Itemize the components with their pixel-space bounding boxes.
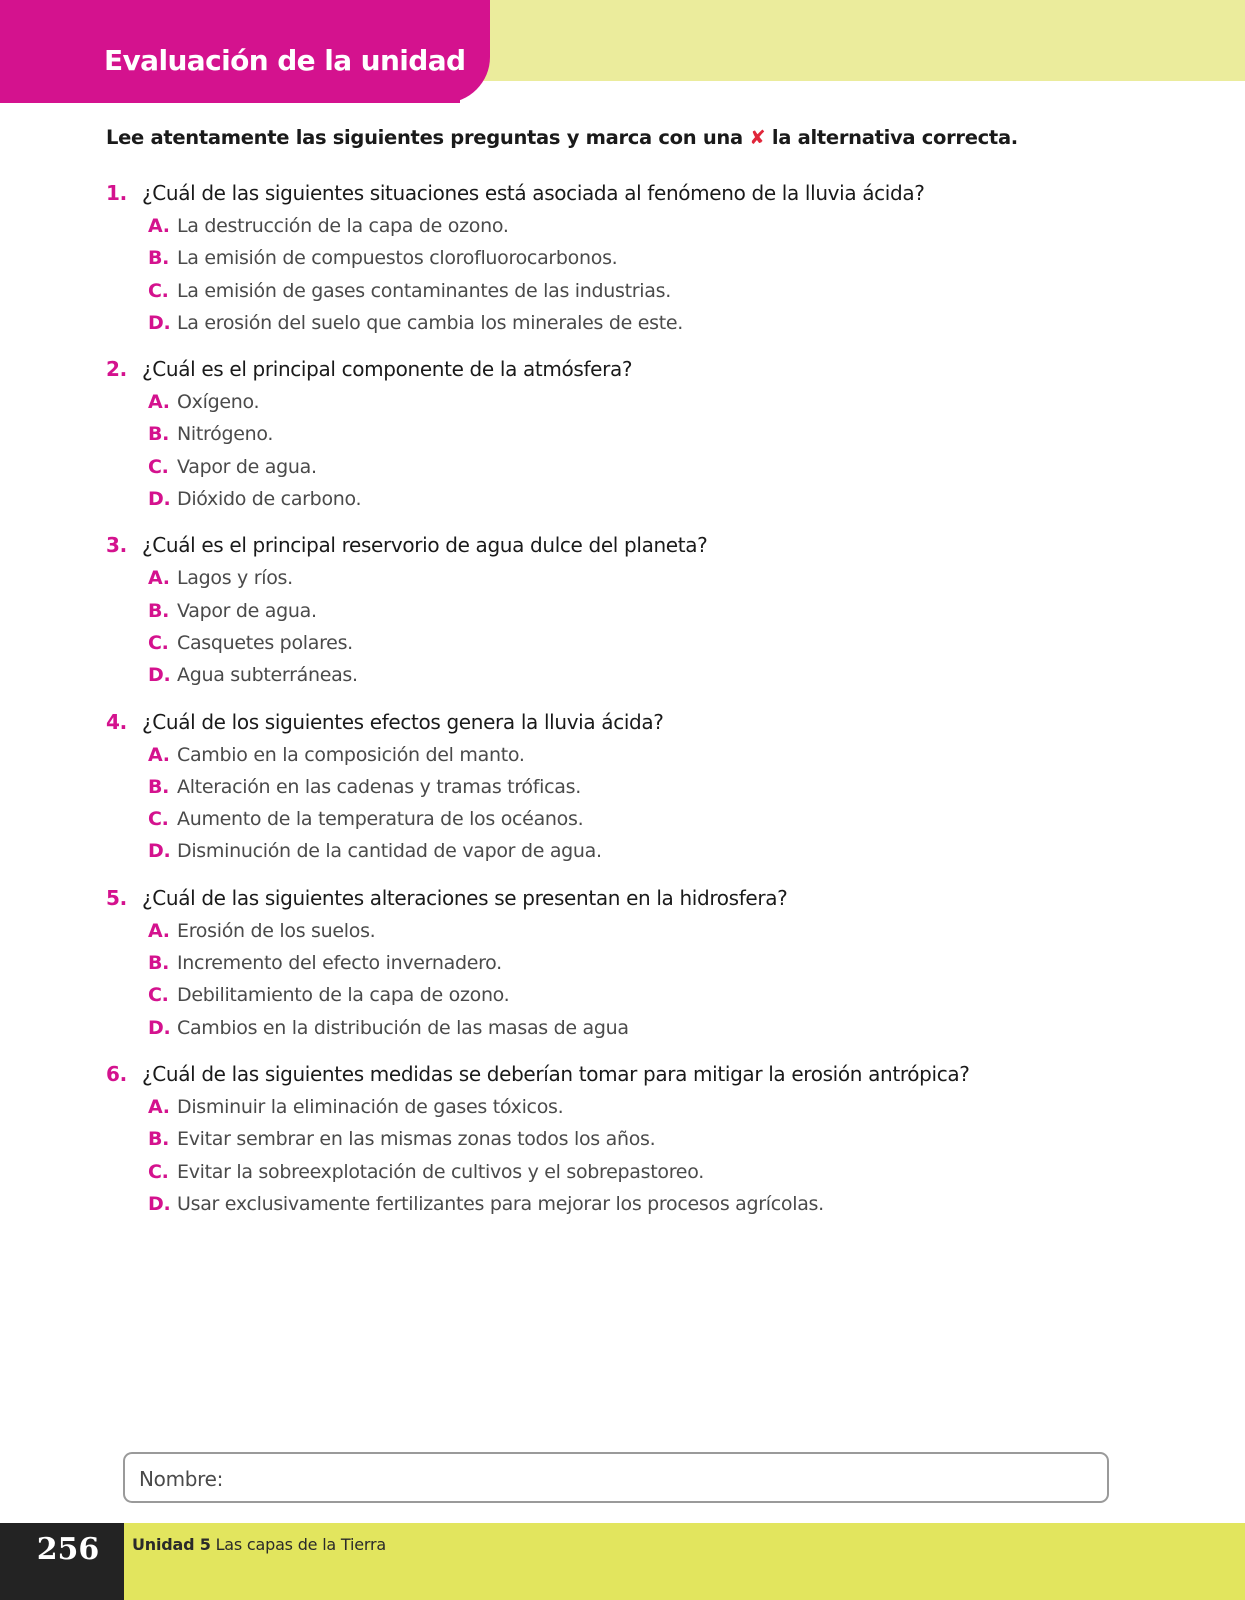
option-letter: C. — [148, 279, 169, 302]
option-letter: C. — [148, 1160, 169, 1183]
option-a[interactable] — [148, 210, 1206, 242]
option-text: Evitar sembrar en las mismas zonas todos los años. — [177, 1128, 656, 1151]
option-letter: B. — [148, 952, 170, 975]
option-d[interactable] — [148, 659, 1206, 691]
option-text: Nitrógeno. — [177, 423, 274, 446]
question-list — [106, 176, 1206, 1233]
option-letter: D. — [148, 1016, 171, 1039]
footer-unit — [132, 1535, 386, 1554]
option-c[interactable] — [148, 979, 1206, 1011]
question-1 — [106, 176, 1206, 339]
footer-unit-label: Unidad 5 — [132, 1535, 211, 1554]
option-letter: D. — [148, 311, 171, 334]
option-text: Aumento de la temperatura de los océanos. — [177, 808, 584, 831]
option-text: Debilitamiento de la capa de ozono. — [177, 984, 510, 1007]
option-letter: D. — [148, 1192, 171, 1215]
option-b[interactable] — [148, 418, 1206, 450]
page-number: 256 — [36, 1532, 100, 1567]
name-field-label: Nombre: — [139, 1467, 224, 1491]
option-letter: D. — [148, 664, 171, 687]
option-text: La emisión de compuestos clorofluorocarbonos. — [177, 247, 618, 270]
option-text: Casquetes polares. — [177, 631, 353, 654]
option-b[interactable] — [148, 595, 1206, 627]
option-a[interactable] — [148, 386, 1206, 418]
option-letter: C. — [148, 455, 169, 478]
option-letter: C. — [148, 984, 169, 1007]
option-letter: B. — [148, 775, 170, 798]
option-text: Agua subterráneas. — [177, 664, 358, 687]
option-letter: B. — [148, 423, 170, 446]
instructions — [106, 126, 1206, 149]
option-letter: B. — [148, 599, 170, 622]
option-c[interactable] — [148, 275, 1206, 307]
question-text: ¿Cuál de las siguientes alteraciones se presentan en la hidrosfera? — [142, 885, 788, 910]
question-5 — [106, 881, 1206, 1044]
option-d[interactable] — [148, 1188, 1206, 1220]
question-text: ¿Cuál de las siguientes situaciones está asociada al fenómeno de la lluvia ácida? — [142, 181, 925, 205]
option-letter: B. — [148, 247, 170, 270]
option-d[interactable] — [148, 483, 1206, 515]
option-letter: D. — [148, 488, 171, 511]
option-b[interactable] — [148, 242, 1206, 274]
option-a[interactable] — [148, 915, 1206, 947]
question-text: ¿Cuál de los siguientes efectos genera la lluvia ácida? — [142, 709, 664, 734]
question-number: 6. — [106, 1061, 127, 1086]
option-text: Lagos y ríos. — [177, 567, 293, 590]
option-c[interactable] — [148, 1156, 1206, 1188]
option-letter: A. — [148, 391, 170, 414]
question-2 — [106, 352, 1206, 515]
option-letter: A. — [148, 215, 170, 237]
footer-unit-title: Las capas de la Tierra — [215, 1535, 386, 1554]
option-a[interactable] — [148, 1091, 1206, 1123]
question-3 — [106, 528, 1206, 691]
name-field[interactable] — [123, 1452, 1109, 1503]
option-text: Erosión de los suelos. — [177, 919, 376, 942]
question-number: 3. — [106, 533, 127, 558]
option-text: La erosión del suelo que cambia los minerales de este. — [177, 311, 684, 334]
question-4 — [106, 705, 1206, 868]
option-letter: A. — [148, 567, 170, 590]
option-a[interactable] — [148, 562, 1206, 594]
question-number: 2. — [106, 357, 127, 382]
option-letter: C. — [148, 808, 169, 831]
option-letter: C. — [148, 631, 169, 654]
option-c[interactable] — [148, 803, 1206, 835]
option-text: Vapor de agua. — [177, 455, 317, 478]
option-b[interactable] — [148, 947, 1206, 979]
page-title: Evaluación de la unidad — [104, 44, 466, 77]
option-c[interactable] — [148, 451, 1206, 483]
option-text: Vapor de agua. — [177, 599, 317, 622]
option-d[interactable] — [148, 1012, 1206, 1044]
option-a[interactable] — [148, 739, 1206, 771]
question-number: 1. — [106, 181, 127, 205]
option-text: Cambio en la composición del manto. — [177, 743, 525, 766]
option-text: Dióxido de carbono. — [177, 488, 362, 511]
option-text: La emisión de gases contaminantes de las industrias. — [177, 279, 671, 302]
option-text: Cambios en la distribución de las masas de agua — [177, 1016, 629, 1039]
question-text: ¿Cuál es el principal reservorio de agua dulce del planeta? — [142, 533, 708, 558]
option-text: Oxígeno. — [177, 391, 260, 414]
option-text: Incremento del efecto invernadero. — [177, 952, 502, 975]
option-text: Disminución de la cantidad de vapor de agua. — [177, 840, 602, 863]
option-letter: A. — [148, 743, 170, 766]
option-text: Evitar la sobreexplotación de cultivos y el sobrepastoreo. — [177, 1160, 704, 1183]
option-text: La destrucción de la capa de ozono. — [177, 215, 509, 237]
question-number: 5. — [106, 885, 127, 910]
instructions-text-after: la alternativa correcta. — [771, 126, 1018, 149]
option-b[interactable] — [148, 771, 1206, 803]
question-6 — [106, 1057, 1206, 1220]
question-text: ¿Cuál de las siguientes medidas se deberían tomar para mitigar la erosión antrópica? — [142, 1061, 970, 1086]
question-number: 4. — [106, 709, 127, 734]
x-mark-icon: ✘ — [749, 126, 766, 149]
option-letter: A. — [148, 1095, 170, 1118]
question-text: ¿Cuál es el principal componente de la atmósfera? — [142, 357, 633, 382]
option-letter: D. — [148, 840, 171, 863]
option-text: Disminuir la eliminación de gases tóxicos. — [177, 1095, 564, 1118]
option-b[interactable] — [148, 1123, 1206, 1155]
instructions-text-before: Lee atentamente las siguientes preguntas y marca con una — [106, 126, 743, 149]
option-d[interactable] — [148, 307, 1206, 339]
option-d[interactable] — [148, 835, 1206, 867]
option-text: Alteración en las cadenas y tramas tróficas. — [177, 775, 581, 798]
option-c[interactable] — [148, 627, 1206, 659]
option-letter: A. — [148, 919, 170, 942]
option-text: Usar exclusivamente fertilizantes para mejorar los procesos agrícolas. — [177, 1192, 824, 1215]
option-letter: B. — [148, 1128, 170, 1151]
